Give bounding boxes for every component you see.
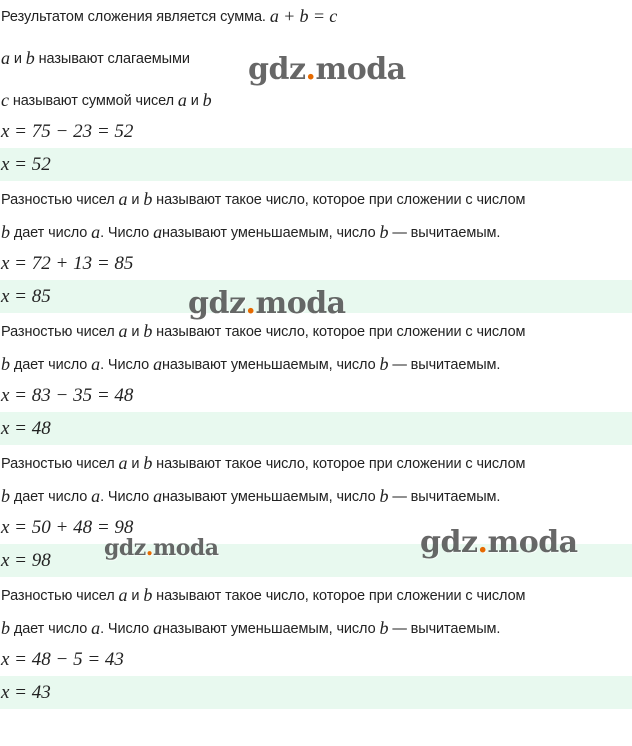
definition-text: — вычитаемым.: [392, 488, 501, 505]
definition-text: Разностью чисел: [1, 455, 115, 472]
var-b: b: [143, 453, 153, 473]
watermark-text: moda: [487, 525, 578, 560]
and-word: и: [131, 455, 140, 472]
intro-sum-formula: a + b = c: [269, 6, 338, 26]
var-a: a: [177, 90, 187, 110]
definition-text: — вычитаемым.: [392, 620, 501, 637]
equation-row: [0, 115, 632, 148]
definition-text: называют уменьшаемым, число: [161, 620, 376, 637]
definition-text: называют уменьшаемым, число: [161, 224, 376, 241]
definition-text: — вычитаемым.: [392, 356, 501, 373]
definition-line-1: [0, 579, 632, 612]
answer-row: [0, 412, 632, 445]
definition-line-1: [0, 447, 632, 480]
var-b: b: [379, 222, 389, 242]
var-a: a: [91, 486, 101, 506]
var-b: b: [1, 618, 10, 638]
answer: x = 52: [1, 153, 51, 175]
equation: x = 50 + 48 = 98: [1, 516, 134, 538]
watermark-logo: [420, 525, 578, 560]
definition-line-2: [0, 216, 632, 249]
definition-line-2: [0, 348, 632, 381]
answer: x = 98: [1, 549, 51, 571]
definition-text: называют уменьшаемым, число: [161, 356, 376, 373]
watermark-dot: .: [305, 52, 316, 87]
equation: x = 83 − 35 = 48: [1, 384, 134, 406]
answer: x = 43: [1, 681, 51, 703]
sum-of-text: называют суммой чисел: [12, 92, 174, 109]
equation: x = 48 − 5 = 43: [1, 648, 124, 670]
definition-text: называют такое число, которое при сложении с числом: [156, 587, 526, 604]
var-c: c: [1, 90, 9, 110]
definition-text: называют такое число, которое при сложении с числом: [156, 455, 526, 472]
and-word: и: [13, 50, 22, 67]
var-b: b: [379, 618, 389, 638]
intro-line-3: [0, 84, 632, 117]
definition-text: дает число: [13, 488, 88, 505]
var-a: a: [118, 585, 128, 605]
and-word: и: [131, 323, 140, 340]
equation: x = 75 − 23 = 52: [1, 120, 134, 142]
definition-text: . Число: [100, 488, 150, 505]
equation: x = 72 + 13 = 85: [1, 252, 134, 274]
definition-text: Разностью чисел: [1, 323, 115, 340]
var-a: a: [118, 321, 128, 341]
var-b: b: [1, 486, 10, 506]
and-word: и: [131, 191, 140, 208]
var-a: a: [153, 354, 162, 374]
answer-row: [0, 148, 632, 181]
watermark-dot: .: [245, 286, 256, 321]
definition-line-2: [0, 612, 632, 645]
watermark-text: gdz: [248, 52, 306, 87]
var-a: a: [153, 618, 162, 638]
definition-text: Разностью чисел: [1, 191, 115, 208]
var-a: a: [91, 618, 101, 638]
watermark-text: gdz: [188, 286, 246, 321]
definition-text: Разностью чисел: [1, 587, 115, 604]
watermark-logo: [104, 535, 219, 561]
equation-row: [0, 247, 632, 280]
watermark-text: gdz: [420, 525, 478, 560]
definition-text: . Число: [100, 620, 150, 637]
definition-line-2: [0, 480, 632, 513]
var-b: b: [1, 354, 10, 374]
watermark-dot: .: [145, 535, 153, 561]
definition-text: дает число: [13, 356, 88, 373]
addends-text: называют слагаемыми: [38, 50, 190, 67]
watermark-text: moda: [152, 535, 219, 561]
var-a: a: [91, 222, 101, 242]
var-b: b: [202, 90, 212, 110]
watermark-text: gdz: [104, 535, 146, 561]
definition-text: — вычитаемым.: [392, 224, 501, 241]
var-b: b: [25, 48, 35, 68]
definition-text: называют такое число, которое при сложении с числом: [156, 323, 526, 340]
var-b: b: [379, 486, 389, 506]
var-a: a: [1, 48, 10, 68]
intro-line-1: [0, 0, 632, 33]
definition-text: называют такое число, которое при сложении с числом: [156, 191, 526, 208]
watermark-text: moda: [315, 52, 406, 87]
definition-text: называют уменьшаемым, число: [161, 488, 376, 505]
definition-text: дает число: [13, 224, 88, 241]
equation-row: [0, 379, 632, 412]
answer: x = 48: [1, 417, 51, 439]
and-word: и: [190, 92, 199, 109]
watermark-text: moda: [255, 286, 346, 321]
equation-row: [0, 643, 632, 676]
var-a: a: [91, 354, 101, 374]
definition-text: . Число: [100, 224, 150, 241]
intro-sum-text: Результатом сложения является сумма.: [1, 8, 266, 25]
watermark-logo: [188, 286, 346, 321]
answer-row: [0, 676, 632, 709]
definition-text: дает число: [13, 620, 88, 637]
var-a: a: [153, 486, 162, 506]
var-b: b: [1, 222, 10, 242]
var-b: b: [143, 585, 153, 605]
watermark-dot: .: [477, 525, 488, 560]
var-a: a: [118, 189, 128, 209]
watermark-logo: [248, 52, 406, 87]
and-word: и: [131, 587, 140, 604]
var-b: b: [379, 354, 389, 374]
var-a: a: [153, 222, 162, 242]
definition-text: . Число: [100, 356, 150, 373]
var-b: b: [143, 321, 153, 341]
var-a: a: [118, 453, 128, 473]
definition-line-1: [0, 183, 632, 216]
var-b: b: [143, 189, 153, 209]
answer: x = 85: [1, 285, 51, 307]
